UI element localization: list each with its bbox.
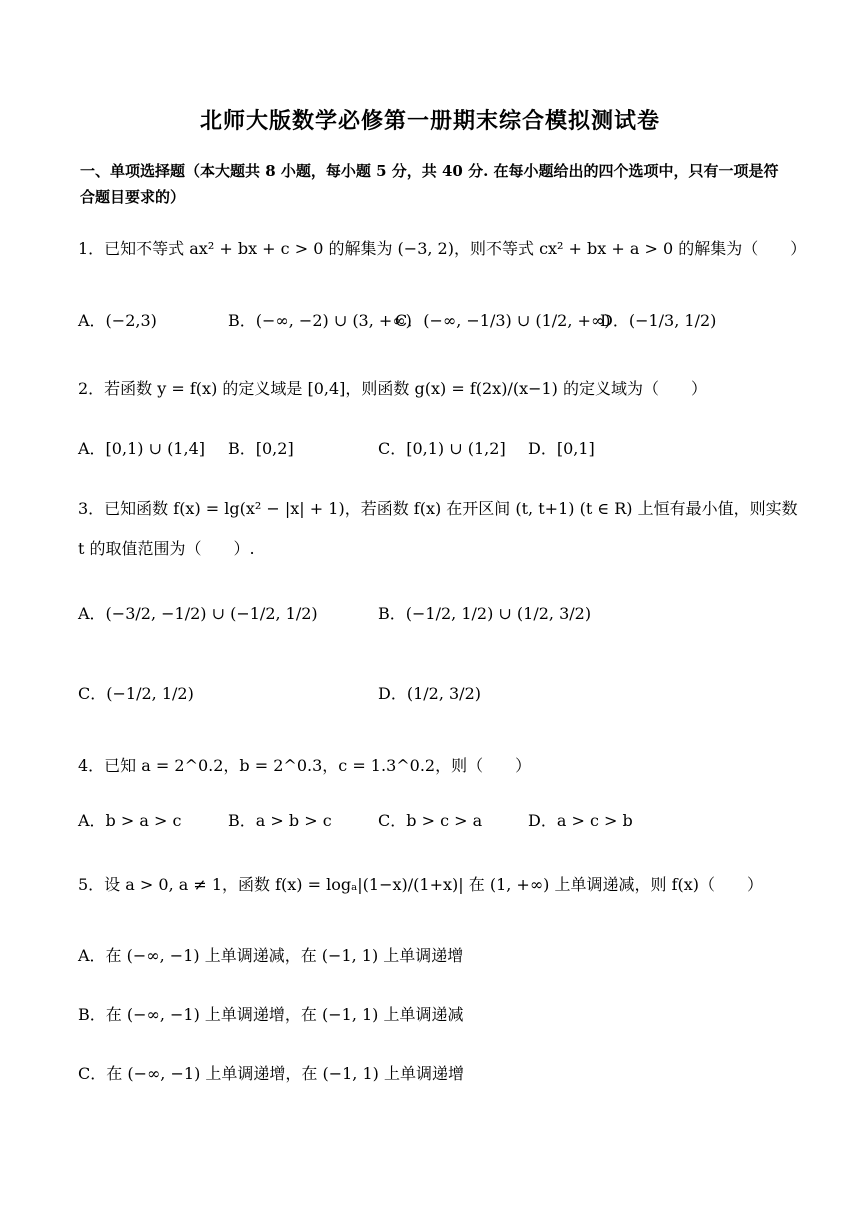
question-5: 5．设 a > 0, a ≠ 1，函数 f(x) = logₐ|(1−x)/(1+x)| 在 (1, +∞) 上单调递减，则 f(x)（ ）	[78, 875, 763, 894]
q2-option-b: B．[0,2]	[228, 439, 294, 458]
q3-option-c: C．(−1/2, 1/2)	[78, 684, 194, 703]
question-4: 4．已知 a = 2^0.2，b = 2^0.3，c = 1.3^0.2，则（ ）	[78, 756, 532, 775]
question-2: 2．若函数 y = f(x) 的定义域是 [0,4]，则函数 g(x) = f(2x)/(x−1) 的定义域为（ ）	[78, 379, 708, 398]
q3-option-b: B．(−1/2, 1/2) ∪ (1/2, 3/2)	[378, 604, 592, 623]
question-1: 1．已知不等式 ax² + bx + c > 0 的解集为 (−3, 2)，则不等式 cx² + bx + a > 0 的解集为（ ）	[78, 239, 807, 258]
q1-option-d: D．(−1/3, 1/2)	[600, 311, 717, 330]
q3-option-a: A．(−3/2, −1/2) ∪ (−1/2, 1/2)	[78, 604, 318, 623]
page-title: 北师大版数学必修第一册期末综合模拟测试卷	[199, 108, 660, 134]
q1-option-c: C．(−∞, −1/3) ∪ (1/2, +∞)	[395, 311, 611, 330]
question-3-line-1: 3．已知函数 f(x) = lg(x² − |x| + 1)，若函数 f(x) 在开区间 (t, t+1) (t ∈ R) 上恒有最小值，则实数	[78, 499, 798, 518]
question-3-line-2: t 的取值范围为（ ）.	[78, 539, 255, 558]
q3-option-d: D．(1/2, 3/2)	[378, 684, 481, 703]
q5-option-a: A．在 (−∞, −1) 上单调递减，在 (−1, 1) 上单调递增	[78, 946, 464, 965]
q4-option-b: B．a > b > c	[228, 811, 332, 830]
q1-option-a: A．(−2,3)	[78, 311, 157, 330]
q4-option-a: A．b > a > c	[78, 811, 182, 830]
q5-option-c: C．在 (−∞, −1) 上单调递增，在 (−1, 1) 上单调递增	[78, 1064, 464, 1083]
q5-option-b: B．在 (−∞, −1) 上单调递增，在 (−1, 1) 上单调递减	[78, 1005, 464, 1024]
q1-option-b: B．(−∞, −2) ∪ (3, +∞)	[228, 311, 412, 330]
q4-option-d: D．a > c > b	[528, 811, 633, 830]
q2-option-a: A．[0,1) ∪ (1,4]	[78, 439, 205, 458]
q2-option-d: D．[0,1]	[528, 439, 595, 458]
q2-option-c: C．[0,1) ∪ (1,2]	[378, 439, 506, 458]
section-heading: 一、单项选择题（本大题共 8 小题，每小题 5 分，共 40 分. 在每小题给出的四个选项中，只有一项是符合题目要求的）	[80, 162, 779, 206]
q4-option-c: C．b > c > a	[378, 811, 483, 830]
